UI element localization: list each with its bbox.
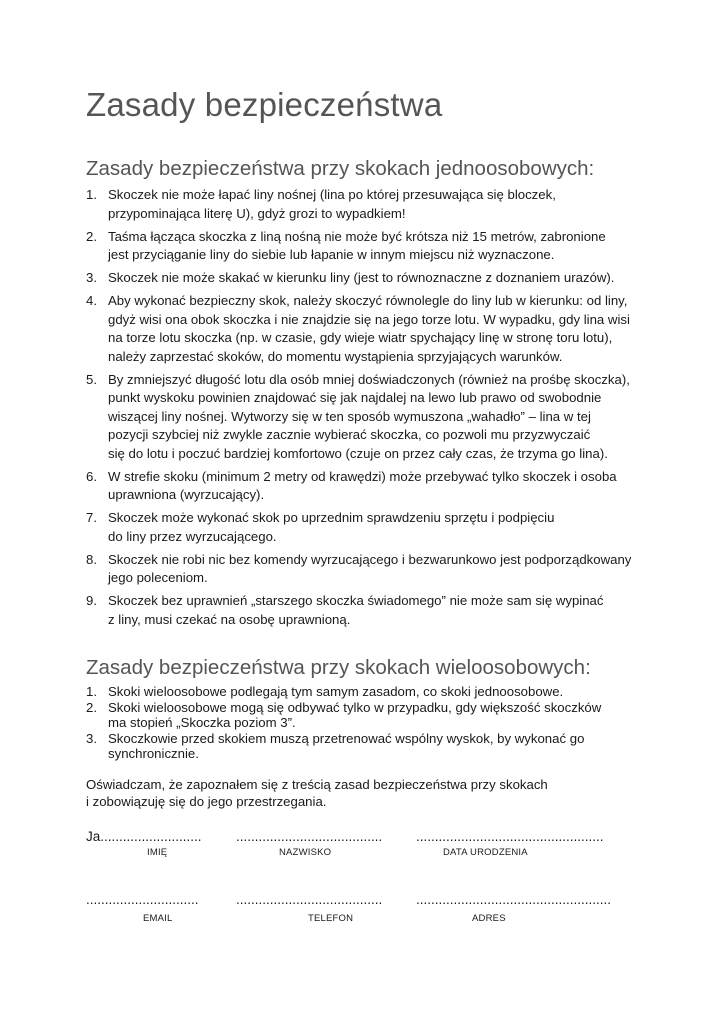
item-text-line: Skoczkowie przed skokiem muszą przetrenować wspólny wyskok, by wykonać go bbox=[108, 730, 585, 746]
birth-date-label: DATA URODZENIA bbox=[443, 847, 528, 858]
address-label: ADRES bbox=[472, 913, 506, 924]
declaration-text bbox=[86, 777, 606, 810]
list-item bbox=[86, 592, 646, 629]
item-text-line: synchronicznie. bbox=[108, 746, 199, 761]
last-name-label: NAZWISKO bbox=[279, 847, 332, 858]
email-label: EMAIL bbox=[143, 913, 173, 924]
page-title: Zasady bezpieczeństwa bbox=[86, 86, 443, 123]
item-text-line: Skoczek nie robi nic bez komendy wyrzucającego i bezwarunkowo jest podporządkowany bbox=[108, 551, 632, 567]
first-name-label: IMIĘ bbox=[147, 847, 168, 858]
list-item bbox=[86, 186, 646, 223]
first-name-field[interactable]: Ja........................... bbox=[86, 829, 202, 844]
item-text-line: Skoczek bez uprawnień „starszego skoczka świadomego” nie może sam się wypinać bbox=[108, 593, 604, 608]
list-item bbox=[86, 684, 646, 700]
multi-jump-rules-list bbox=[86, 684, 646, 762]
list-item bbox=[86, 269, 646, 288]
list-item bbox=[86, 509, 646, 546]
item-number: 7. bbox=[86, 510, 97, 525]
item-text-line: wiszącej liny nośnej. Wytworzy się w ten sposób wymuszona „wahadło” – lina w tej bbox=[108, 408, 591, 424]
item-text-line: Skoki wieloosobowe mogą się odbywać tylko w przypadku, gdy większość skoczków bbox=[108, 699, 602, 715]
list-item bbox=[86, 292, 646, 366]
item-number: 2. bbox=[86, 228, 97, 244]
list-item bbox=[86, 468, 646, 505]
single-jump-rules-list bbox=[86, 186, 646, 634]
phone-label: TELEFON bbox=[308, 913, 354, 924]
address-field[interactable]: .................................................... bbox=[416, 892, 612, 907]
item-text-line: Skoczek może wykonać skok po uprzednim sprawdzeniu sprzętu i podpięciu bbox=[108, 510, 555, 525]
item-text-line: na torze lotu skoczka (np. w czasie, gdy wieje wiatr spychający linę w stronę toru lotu), bbox=[108, 330, 613, 345]
item-text-line: punkt wyskoku powinien znajdować się jak najdalej na lewo lub prawo od swobodnie bbox=[108, 390, 602, 405]
item-text-line: przypominająca literę U), gdyż grozi to wypadkiem! bbox=[108, 205, 406, 221]
birth-date-field[interactable]: .................................................. bbox=[416, 829, 604, 844]
item-text-line: uprawniona (wyrzucający). bbox=[108, 487, 265, 502]
item-text-line: Skoczek nie może skakać w kierunku liny (jest to równoznaczne z doznaniem urazów). bbox=[108, 270, 615, 285]
item-number: 4. bbox=[86, 293, 97, 308]
item-text-line: gdyż wisi ona obok skoczka i nie znajdzie się na jego torze lotu. W wypadku, gdy lina wisi bbox=[108, 311, 630, 327]
phone-field[interactable]: ....................................... bbox=[236, 892, 383, 907]
item-text-line: By zmniejszyć długość lotu dla osób mniej doświadczonych (również na prośbę skoczka), bbox=[108, 371, 630, 387]
item-number: 2. bbox=[86, 699, 97, 715]
item-number: 9. bbox=[86, 593, 97, 608]
item-number: 3. bbox=[86, 270, 97, 285]
section-heading-multi: Zasady bezpieczeństwa przy skokach wieloosobowych: bbox=[86, 656, 591, 679]
item-number: 3. bbox=[86, 730, 97, 746]
declaration-line: i zobowiązuję się do jego przestrzegania. bbox=[86, 793, 327, 809]
item-text-line: się do lotu i poczuć bardziej komfortowo (czuje on przez cały czas, że trzyma go lina). bbox=[108, 445, 608, 461]
list-item bbox=[86, 700, 646, 731]
item-number: 1. bbox=[86, 187, 97, 202]
item-text-line: należy zaprzestać skoków, do momentu wystąpienia sprzyjających warunków. bbox=[108, 348, 563, 364]
item-text-line: jest przyciąganie liny do siebie lub łapanie w innym miejscu niż wyznaczone. bbox=[108, 247, 555, 262]
item-number: 5. bbox=[86, 371, 97, 387]
item-number: 8. bbox=[86, 551, 97, 567]
declaration-line: Oświadczam, że zapoznałem się z treścią zasad bezpieczeństwa przy skokach bbox=[86, 777, 548, 792]
item-text-line: W strefie skoku (minimum 2 metry od krawędzi) może przebywać tylko skoczek i osoba bbox=[108, 468, 617, 484]
item-number: 1. bbox=[86, 684, 97, 699]
item-text-line: Aby wykonać bezpieczny skok, należy skoczyć równolegle do liny lub w kierunku: od liny, bbox=[108, 293, 628, 308]
email-field[interactable]: .............................. bbox=[86, 892, 199, 907]
item-text-line: Skoki wieloosobowe podlegają tym samym zasadom, co skoki jednoosobowe. bbox=[108, 684, 564, 699]
item-text-line: Taśma łącząca skoczka z liną nośną nie może być krótsza niż 15 metrów, zabronione bbox=[108, 228, 606, 244]
item-text-line: z liny, musi czekać na osobę uprawnioną. bbox=[108, 611, 351, 627]
list-item bbox=[86, 371, 646, 464]
item-text-line: Skoczek nie może łapać liny nośnej (lina po której przesuwająca się bloczek, bbox=[108, 187, 556, 202]
list-item bbox=[86, 228, 646, 265]
list-item bbox=[86, 551, 646, 588]
item-number: 6. bbox=[86, 468, 97, 484]
item-text-line: do liny przez wyrzucającego. bbox=[108, 528, 277, 544]
item-text-line: pozycji szybciej niż zwykle zacznie wybierać skoczka, co pozwoli mu przyzwyczaić bbox=[108, 427, 591, 442]
item-text-line: ma stopień „Skoczka poziom 3”. bbox=[108, 715, 296, 730]
section-heading-single: Zasady bezpieczeństwa przy skokach jednoosobowych: bbox=[86, 157, 595, 180]
item-text-line: jego poleceniom. bbox=[108, 570, 208, 585]
last-name-field[interactable]: ....................................... bbox=[236, 829, 383, 844]
list-item bbox=[86, 731, 646, 762]
